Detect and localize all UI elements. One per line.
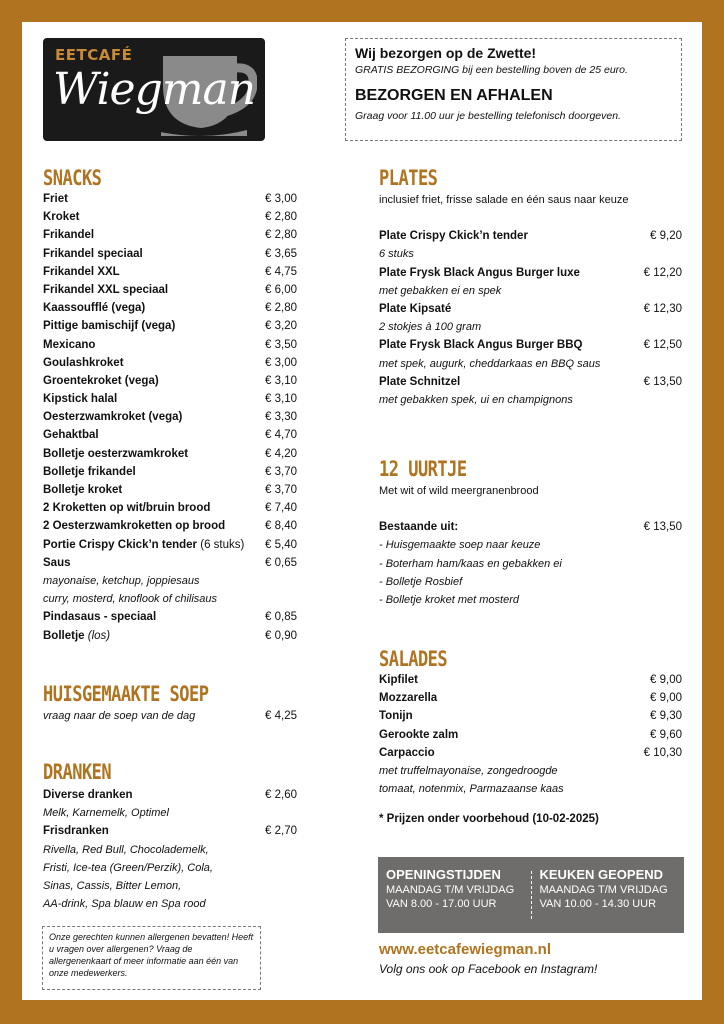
menu-item: Frisdranken € 2,70 xyxy=(43,825,297,838)
menu-page xyxy=(22,22,702,1000)
salads-list xyxy=(379,671,682,762)
drinks-heading: DRANKEN xyxy=(43,760,112,785)
menu-item-description: 2 stokjes à 100 gram xyxy=(379,321,482,334)
menu-item-description: Melk, Karnemelk, Optimel xyxy=(43,807,169,820)
menu-item: Friet € 3,00 xyxy=(43,193,297,205)
soup-heading: HUISGEMAAKTE SOEP xyxy=(43,682,209,707)
menu-item: Pittige bamischijf (vega) € 3,20 xyxy=(43,320,297,333)
menu-item: Bestaande uit: € 13,50 xyxy=(379,521,682,534)
opening-hours-box xyxy=(378,857,684,933)
lunch-heading: 12 UURTJE xyxy=(379,457,467,482)
drinks-section xyxy=(43,760,297,913)
opening-hours: OPENINGSTIJDEN MAANDAG T/M VRIJDAG VAN 8.00 - 17.00 UUR xyxy=(386,867,515,910)
list-item: - Boterham ham/kaas en gebakken ei xyxy=(379,557,562,570)
menu-item: Portie Crispy Ckick’n tender (6 stuks) € 5,40 xyxy=(43,538,297,551)
menu-item: Bolletje kroket € 3,70 xyxy=(43,484,297,496)
menu-item-description: met gebakken ei en spek xyxy=(379,284,502,297)
allergen-notice: Onze gerechten kunnen allergenen bevatten! Heeft u vragen over allergenen? Vraag de allergenenkaart of meer informatie aan één van onze medewerkers. xyxy=(42,926,261,990)
salads-section xyxy=(379,647,682,829)
menu-item: Plate Frysk Black Angus Burger luxe € 12,20 xyxy=(379,266,682,279)
list-item: - Huisgemaakte soep naar keuze xyxy=(379,539,541,552)
delivery-text: GRATIS BEZORGING bij een bestelling boven de 25 euro. xyxy=(355,64,628,76)
menu-item-description: tomaat, notenmix, Parmazaanse kaas xyxy=(379,783,564,796)
menu-item: vraag naar de soep van de dag € 4,25 xyxy=(43,710,297,722)
menu-item: Tonijn € 9,30 xyxy=(379,710,682,723)
menu-item: Bolletje frikandel € 3,70 xyxy=(43,465,297,478)
menu-item: Plate Crispy Ckick’n tender € 9,20 xyxy=(379,230,682,243)
menu-item: Goulashkroket € 3,00 xyxy=(43,356,297,369)
plates-list xyxy=(379,227,682,409)
lunch-list xyxy=(379,536,682,609)
menu-item: Frikandel XXL € 4,75 xyxy=(43,265,297,278)
price-note: * Prijzen onder voorbehoud (10-02-2025) xyxy=(379,813,599,826)
menu-item: Gehaktbal € 4,70 xyxy=(43,429,297,442)
menu-item: Frikandel € 2,80 xyxy=(43,229,297,242)
snacks-section xyxy=(43,166,297,645)
menu-item: Bolletje (los) € 0,90 xyxy=(43,629,297,642)
menu-item: Groentekroket (vega) € 3,10 xyxy=(43,374,297,387)
plates-heading: PLATES xyxy=(379,166,438,191)
menu-item: Plate Kipsaté € 12,30 xyxy=(379,302,682,315)
menu-item: Pindasaus - speciaal € 0,85 xyxy=(43,611,297,624)
menu-item-description: AA-drink, Spa blauw en Spa rood xyxy=(43,898,206,911)
menu-item: Frikandel XXL speciaal € 6,00 xyxy=(43,283,297,296)
list-item: - Bolletje kroket met mosterd xyxy=(379,593,519,606)
menu-item: Kipfilet € 9,00 xyxy=(379,674,682,686)
menu-item-description: met gebakken spek, ui en champignons xyxy=(379,393,573,406)
snacks-heading: SNACKS xyxy=(43,166,102,191)
delivery-box xyxy=(345,38,682,141)
logo-subtitle: EETCAFÉ xyxy=(55,46,133,64)
menu-item: Saus € 0,65 xyxy=(43,556,297,569)
snacks-list xyxy=(43,190,297,536)
menu-item-description: Sinas, Cassis, Bitter Lemon, xyxy=(43,879,182,892)
soup-section xyxy=(43,682,297,725)
pickup-title: BEZORGEN EN AFHALEN xyxy=(355,87,553,104)
menu-item-description: curry, mosterd, knoflook of chilisaus xyxy=(43,593,218,606)
menu-item: Mozzarella € 9,00 xyxy=(379,692,682,705)
social-text: Volg ons ook op Facebook en Instagram! xyxy=(379,962,598,976)
menu-item-description: met spek, augurk, cheddarkaas en BBQ saus xyxy=(379,357,601,370)
menu-item: Plate Schnitzel € 13,50 xyxy=(379,375,682,388)
website-link[interactable]: www.eetcafewiegman.nl xyxy=(379,941,551,958)
menu-item: Kroket € 2,80 xyxy=(43,211,297,224)
menu-item: 2 Kroketten op wit/bruin brood € 7,40 xyxy=(43,502,297,515)
menu-item: Mexicano € 3,50 xyxy=(43,338,297,351)
lunch-section xyxy=(379,457,682,609)
menu-item-description: met truffelmayonaise, zongedroogde xyxy=(379,764,558,777)
menu-item: Kipstick halal € 3,10 xyxy=(43,393,297,406)
menu-item: Frikandel speciaal € 3,65 xyxy=(43,247,297,260)
plates-section xyxy=(379,166,682,409)
list-item: - Bolletje Rosbief xyxy=(379,575,463,588)
menu-item: 2 Oesterzwamkroketten op brood € 8,40 xyxy=(43,520,297,533)
pickup-text: Graag voor 11.00 uur je bestelling telefonisch doorgeven. xyxy=(355,110,621,122)
logo xyxy=(43,38,265,141)
menu-item-description: Rivella, Red Bull, Chocolademelk, xyxy=(43,843,209,856)
menu-item: Oesterzwamkroket (vega) € 3,30 xyxy=(43,411,297,424)
menu-item: Diverse dranken € 2,60 xyxy=(43,789,297,801)
logo-name: Wiegman xyxy=(53,64,256,115)
menu-item-description: Fristi, Ice-tea (Green/Perzik), Cola, xyxy=(43,861,213,874)
menu-item-description: mayonaise, ketchup, joppiesaus xyxy=(43,574,200,587)
salads-heading: SALADES xyxy=(379,647,448,672)
lunch-intro: Met wit of wild meergranenbrood xyxy=(379,485,539,497)
delivery-title: Wij bezorgen op de Zwette! xyxy=(355,45,537,61)
menu-item: Carpaccio € 10,30 xyxy=(379,746,682,759)
menu-item: Plate Frysk Black Angus Burger BBQ € 12,50 xyxy=(379,339,682,352)
menu-item: Kaassoufflé (vega) € 2,80 xyxy=(43,302,297,315)
plates-intro: inclusief friet, frisse salade en één saus naar keuze xyxy=(379,194,629,206)
kitchen-hours: KEUKEN GEOPEND MAANDAG T/M VRIJDAG VAN 10.00 - 14.30 UUR xyxy=(539,867,668,910)
menu-item: Bolletje oesterzwamkroket € 4,20 xyxy=(43,447,297,460)
menu-item-description: 6 stuks xyxy=(379,248,414,261)
menu-item: Gerookte zalm € 9,60 xyxy=(379,728,682,741)
